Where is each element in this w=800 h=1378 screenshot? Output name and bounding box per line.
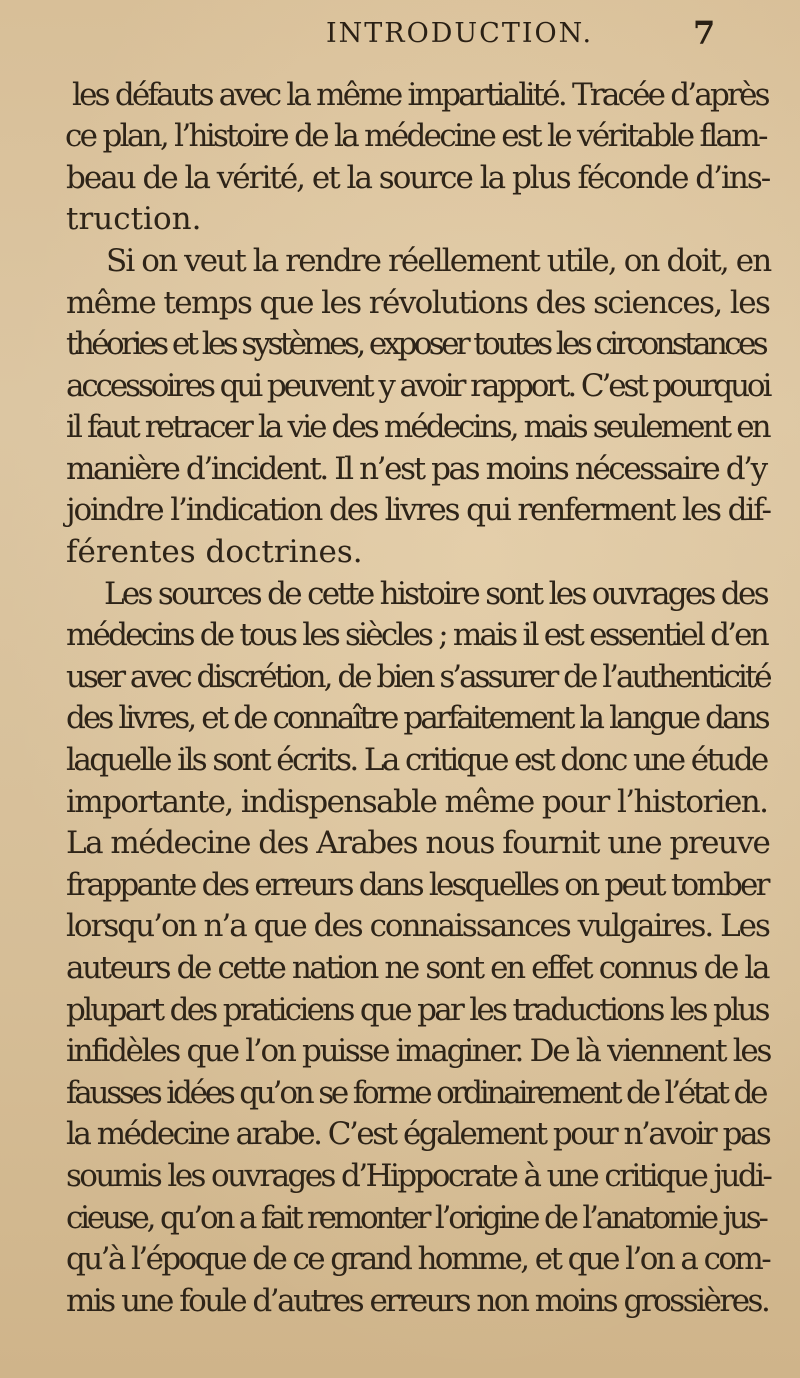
text-line: joindre l’indication des livres qui renferment les dif- xyxy=(66,492,770,528)
text-line: la médecine arabe. C’est également pour n’avoir pas xyxy=(66,1116,770,1152)
text-line: férentes doctrines. xyxy=(66,534,363,570)
text-line: La médecine des Arabes nous fournit une preuve xyxy=(66,825,770,861)
text-line: Les sources de cette histoire sont les ouvrages des xyxy=(104,576,767,612)
text-line: beau de la vérité, et la source la plus féconde d’ins- xyxy=(66,160,770,196)
text-line: Si on veut la rendre réellement utile, on doit, en xyxy=(106,243,771,279)
text-line: des livres, et de connaître parfaitement la langue dans xyxy=(66,700,768,736)
text-line: ce plan, l’histoire de la médecine est le véritable flam- xyxy=(65,118,766,154)
text-line: plupart des praticiens que par les traductions les plus xyxy=(66,992,768,1028)
running-head-title: INTRODUCTION. xyxy=(326,18,594,49)
text-line: truction. xyxy=(66,201,202,237)
text-line: il faut retracer la vie des médecins, mais seulement en xyxy=(66,409,769,445)
text-line: frappante des erreurs dans lesquelles on peut tomber xyxy=(66,867,768,903)
text-line: infidèles que l’on puisse imaginer. De là viennent les xyxy=(66,1033,771,1069)
text-line: importante, indispensable même pour l’historien. xyxy=(66,784,768,820)
text-line: mis une foule d’autres erreurs non moins grossières. xyxy=(66,1283,769,1319)
running-head xyxy=(0,14,800,54)
text-line: même temps que les révolutions des sciences, les xyxy=(66,285,770,321)
text-line: fausses idées qu’on se forme ordinairement de l’état de xyxy=(66,1075,766,1111)
page-number: 7 xyxy=(693,14,716,52)
text-line: médecins de tous les siècles ; mais il est essentiel d’en xyxy=(66,617,767,653)
text-line: manière d’incident. Il n’est pas moins nécessaire d’y xyxy=(66,451,766,487)
text-line: laquelle ils sont écrits. La critique est donc une étude xyxy=(66,742,767,778)
text-line: accessoires qui peuvent y avoir rapport. C’est pourquoi xyxy=(66,368,770,404)
text-line: cieuse, qu’on a fait remonter l’origine de l’anatomie jus- xyxy=(66,1200,766,1236)
text-line: théories et les systèmes, exposer toutes les circonstances xyxy=(66,326,766,362)
text-line: user avec discrétion, de bien s’assurer de l’authenticité xyxy=(66,659,770,695)
text-line: les défauts avec la même impartialité. Tracée d’après xyxy=(72,77,768,113)
text-line: qu’à l’époque de ce grand homme, et que l’on a com- xyxy=(66,1241,770,1277)
text-line: lorsqu’on n’a que des connaissances vulgaires. Les xyxy=(66,908,769,944)
text-line: auteurs de cette nation ne sont en effet connus de la xyxy=(66,950,769,986)
text-line: soumis les ouvrages d’Hippocrate à une critique judi- xyxy=(66,1158,771,1194)
